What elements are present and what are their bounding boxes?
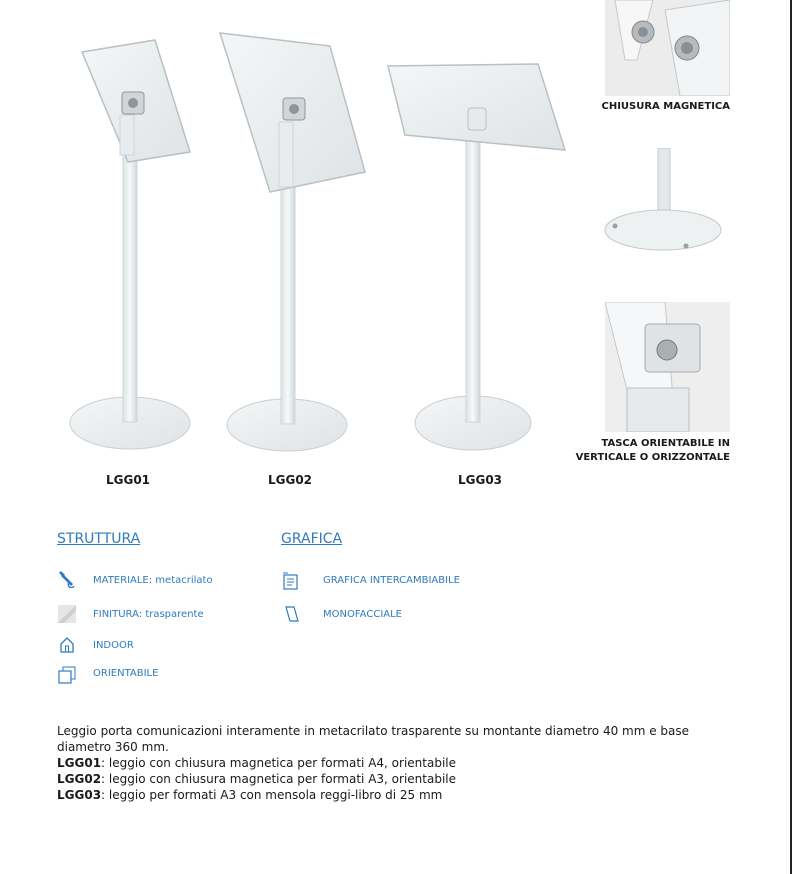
lgg01-image bbox=[70, 40, 190, 449]
description-code: LGG02 bbox=[57, 772, 102, 786]
caption-orientable-pocket bbox=[560, 437, 730, 465]
struttura-title: STRUTTURA bbox=[57, 531, 141, 547]
description-code: LGG03 bbox=[57, 788, 102, 802]
product-label-lgg02: LGG02 bbox=[267, 473, 313, 487]
feature-material: MATERIALE: metacrilato bbox=[93, 575, 213, 586]
lgg03-image bbox=[388, 64, 565, 450]
description-line-lgg02 bbox=[57, 771, 737, 787]
feature-single-sided: MONOFACCIALE bbox=[323, 609, 402, 620]
product-label-lgg01: LGG01 bbox=[105, 473, 151, 487]
house-icon bbox=[58, 636, 76, 658]
feature-finish: FINITURA: trasparente bbox=[93, 609, 204, 620]
description-line-lgg01 bbox=[57, 755, 737, 771]
caption-orientable-line1: TASCA ORIENTABILE IN bbox=[601, 438, 730, 449]
feature-orientable: ORIENTABILE bbox=[93, 668, 159, 679]
detail-image-base bbox=[600, 148, 725, 258]
detail-image-magnetic-closure bbox=[605, 0, 730, 96]
feature-interchangeable-graphic: GRAFICA INTERCAMBIABILE bbox=[323, 575, 460, 586]
grafica-title: GRAFICA bbox=[281, 531, 343, 547]
interchangeable-graphic-icon bbox=[282, 572, 300, 594]
caption-orientable-line2: VERTICALE O ORIZZONTALE bbox=[575, 452, 730, 463]
product-illustrations bbox=[0, 0, 580, 470]
caption-magnetic-closure: CHIUSURA MAGNETICA bbox=[601, 101, 730, 112]
description-code: LGG01 bbox=[57, 756, 102, 770]
lgg02-image bbox=[220, 33, 365, 451]
description-text: : leggio con chiusura magnetica per formati A4, orientabile bbox=[101, 756, 456, 770]
finish-swatch-icon bbox=[58, 605, 76, 627]
description-intro: Leggio porta comunicazioni interamente in metacrilato trasparente su montante diametro 40 mm e base diametro 360 mm. bbox=[57, 724, 690, 754]
single-sided-icon bbox=[283, 605, 301, 627]
description-line-lgg03 bbox=[57, 787, 737, 803]
product-description bbox=[57, 723, 737, 803]
description-text: : leggio con chiusura magnetica per formati A3, orientabile bbox=[101, 772, 456, 786]
detail-image-orientable-pocket bbox=[605, 302, 730, 432]
feature-indoor: INDOOR bbox=[93, 640, 134, 651]
product-label-lgg03: LGG03 bbox=[457, 473, 503, 487]
description-text: : leggio per formati A3 con mensola reggi-libro di 25 mm bbox=[101, 788, 443, 802]
wrench-icon bbox=[58, 570, 76, 592]
orientable-icon bbox=[58, 666, 76, 688]
